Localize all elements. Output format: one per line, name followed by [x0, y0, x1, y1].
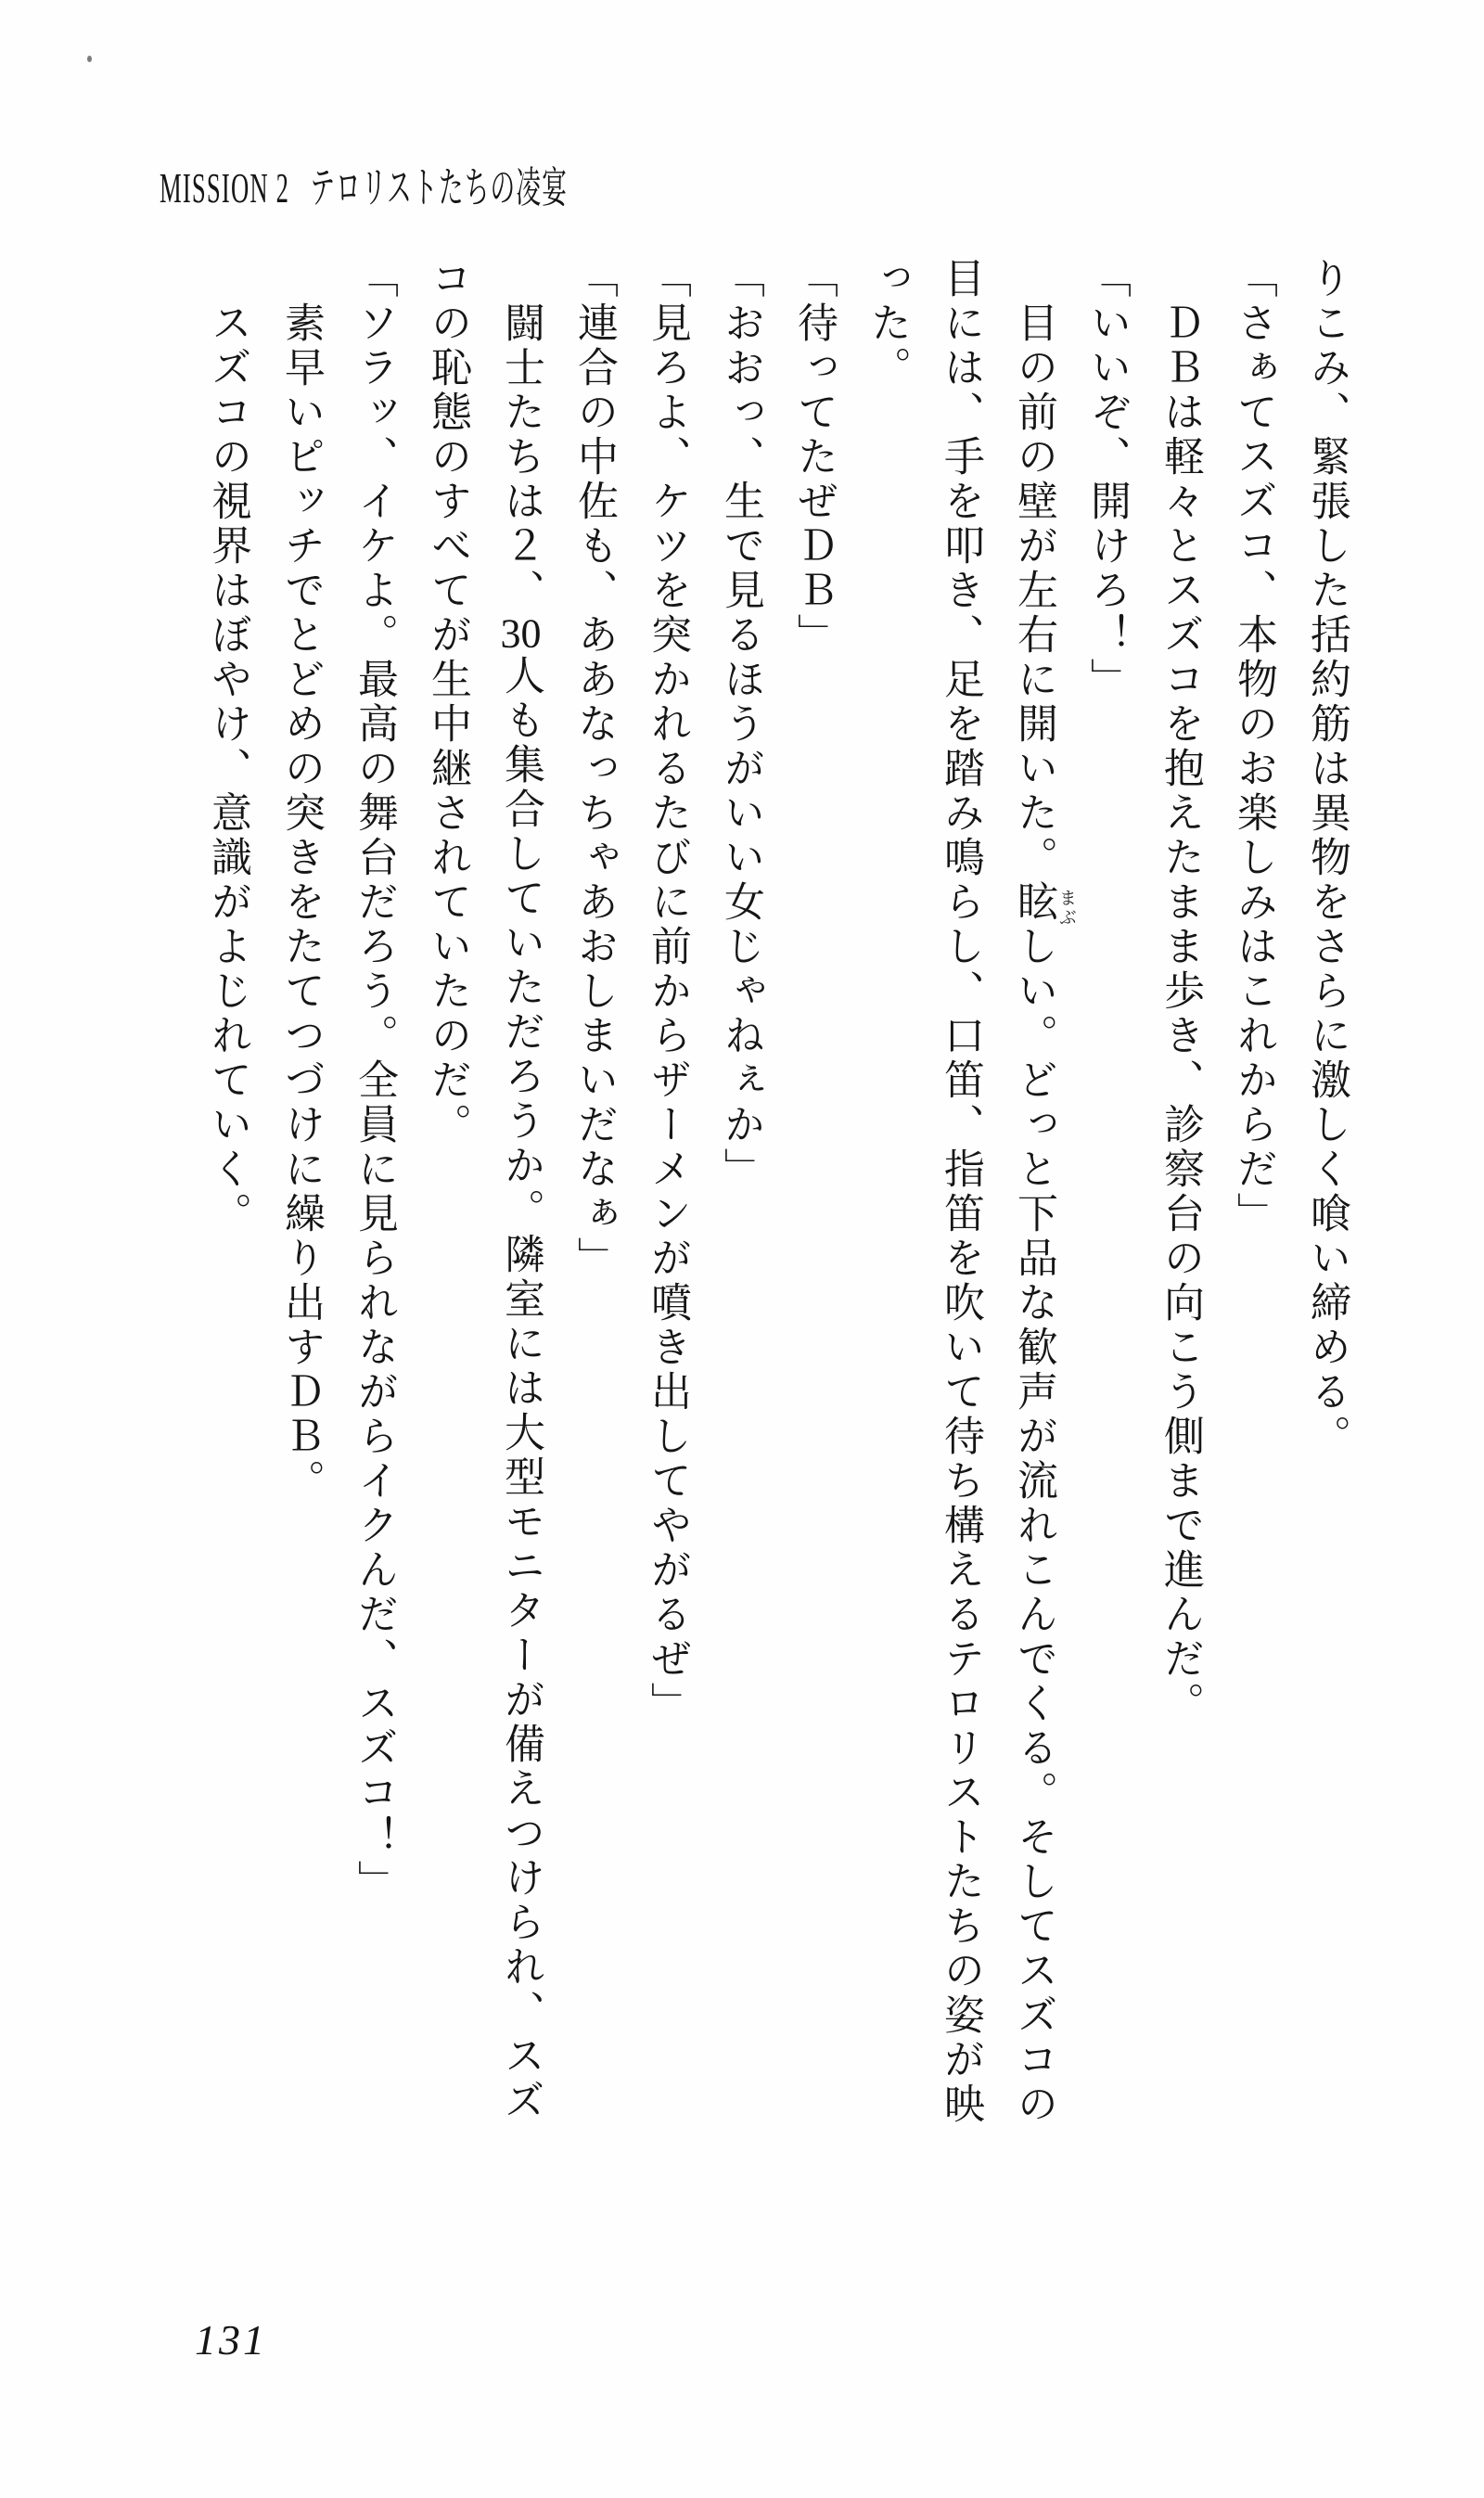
- furigana-annotation: まぶ: [1056, 889, 1076, 928]
- text-column: 目には、手を叩き、足を踏み鳴らし、口笛、指笛を吹いて待ち構えるテロリストたちの姿が映: [938, 257, 983, 2127]
- text-column: 目の前の壁が左右に開いた。眩しい。どっと下品な歓声が流れこんでくる。そしてスズコの: [1011, 301, 1056, 2127]
- mission-number-label: MISSION 2: [160, 164, 290, 211]
- text-column: 「ソラッ、イケよ。最高の舞台だろう。全員に見られながらイクんだ、スズコ！」: [352, 257, 397, 1904]
- text-column: 「いいぞ、開けろ！」: [1084, 257, 1130, 702]
- text-column: 「見ろよ、ケツを突かれるたびに前からザーメンが噴き出してやがるぜ」: [645, 257, 690, 1726]
- scan-artifact-dot: [87, 56, 92, 62]
- text-column: 「さぁてスズコ、本物のお楽しみはこれからだ」: [1231, 257, 1276, 1236]
- text-column: 闘士たちは２、30人も集合していただろうか。隣室には大型モニターが備えつけられ、スズ: [498, 301, 544, 2123]
- text-column: コの恥態のすべてが生中継されていたのだ。: [425, 257, 470, 1147]
- text-column: 素早いピッチでとどめの突きをたてつづけに繰り出すＤＢ。: [278, 301, 324, 1504]
- text-column: った。: [864, 257, 910, 391]
- text-column: 「待ってたぜＤＢ」: [791, 257, 837, 658]
- text-column: 「おおっ、生で見るほうがいい女じゃねぇか」: [718, 257, 763, 1192]
- text-column: りこみ、緊張した括約筋は異物をさらに激しく喰い締める。: [1304, 257, 1350, 1459]
- page-number: 131: [195, 2316, 267, 2363]
- text-column: ＤＢは軽々とスズコを抱えたまま歩き、診察台の向こう側まで進んだ。: [1158, 301, 1203, 1726]
- running-header: [160, 154, 568, 215]
- chapter-title: テロリストたちの凌宴: [310, 164, 569, 211]
- text-column: スズコの視界はぼやけ、意識がよじれていく。: [205, 301, 250, 1236]
- vertical-text-block: [191, 257, 1363, 2140]
- text-column: 「連合の中佐も、ああなっちゃあおしまいだなぁ」: [571, 257, 617, 1281]
